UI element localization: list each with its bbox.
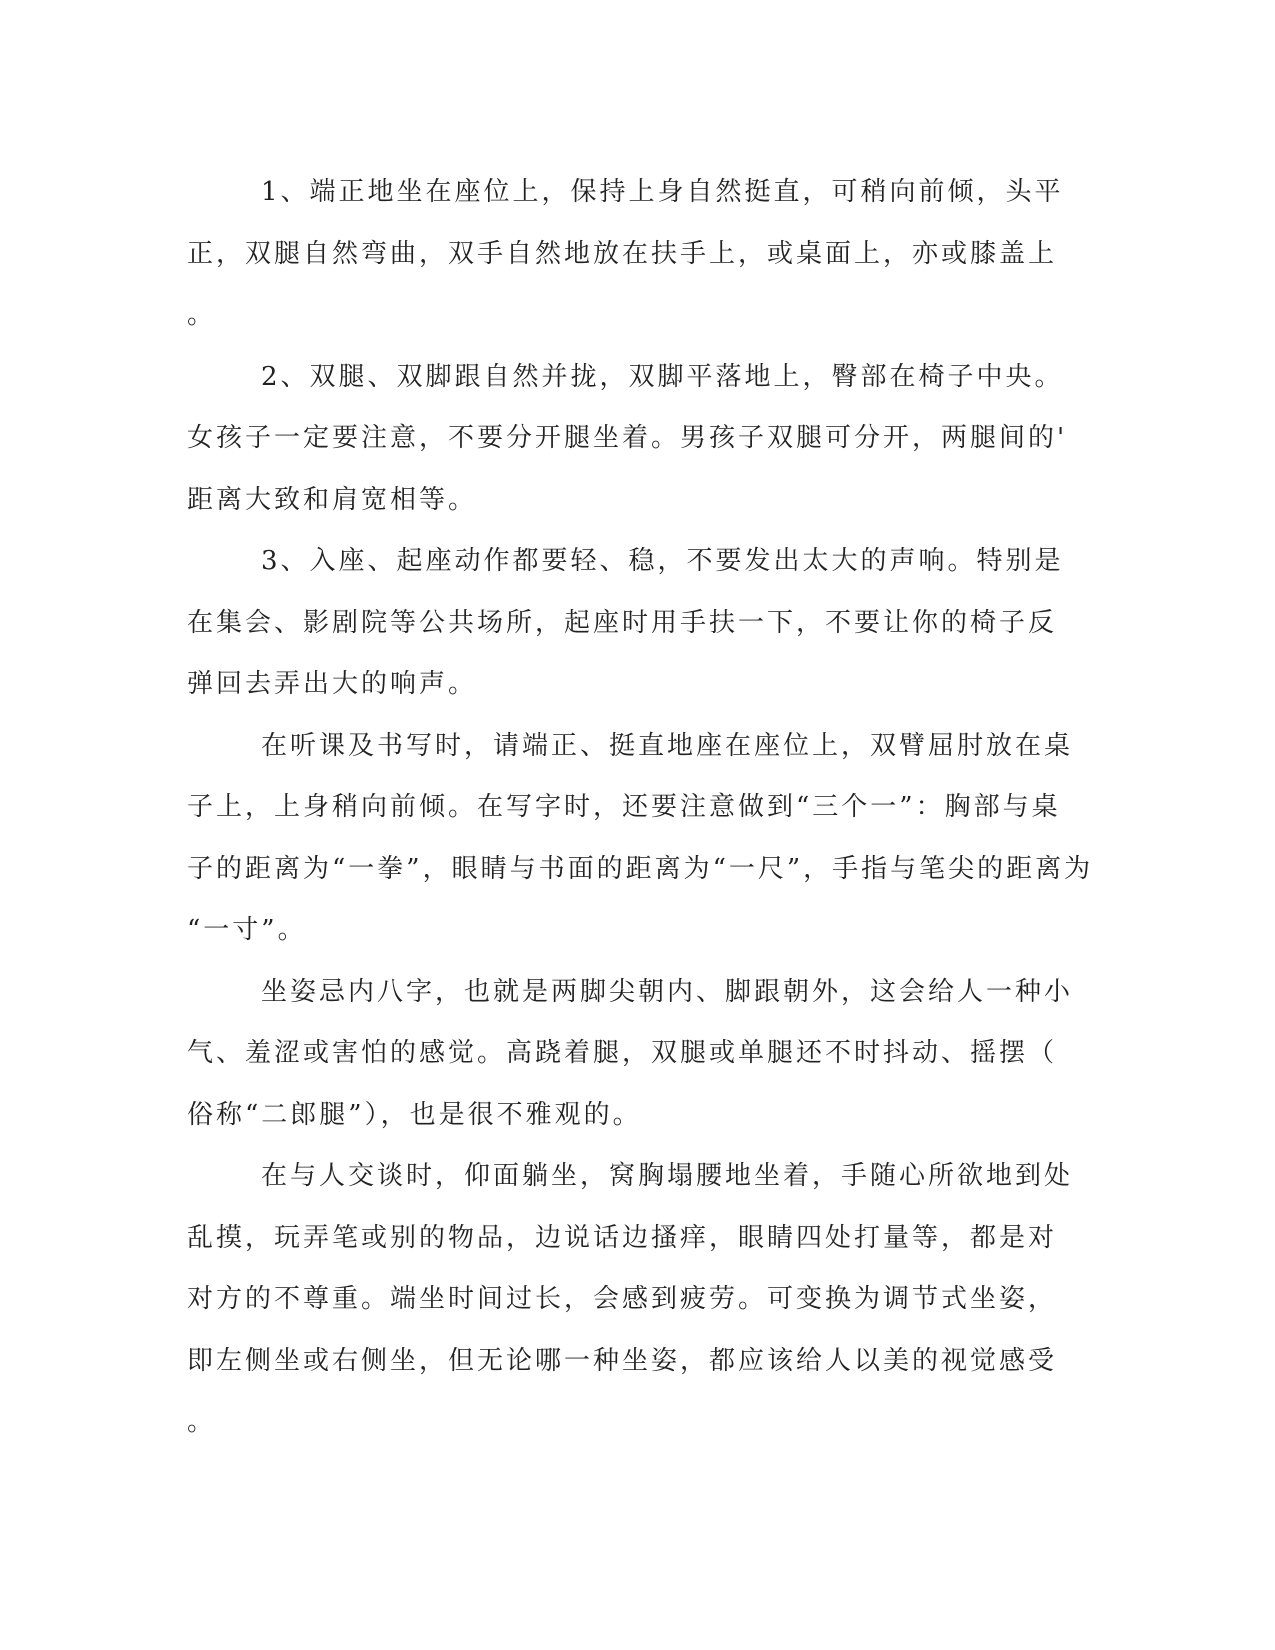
text-line: 在与人交谈时，仰面躺坐，窝胸塌腰地坐着，手随心所欲地到处: [261, 1161, 1074, 1191]
text-line: 女孩子一定要注意，不要分开腿坐着。男孩子双腿可分开，两腿间的': [187, 423, 1068, 453]
text-line: 2、双腿、双脚跟自然并拢，双脚平落地上，臀部在椅子中央。: [261, 361, 1064, 392]
text-line: 乱摸，玩弄笔或别的物品，边说话边搔痒，眼睛四处打量等，都是对: [187, 1222, 1058, 1253]
paragraph-4: [187, 716, 1094, 962]
text-line: 子上，上身稍向前倾。在写字时，还要注意做到“三个一”：胸部与桌: [187, 792, 1061, 822]
text-line: 正，双腿自然弯曲，双手自然地放在扶手上，或桌面上，亦或膝盖上: [187, 238, 1058, 269]
paragraph-1: [187, 162, 1067, 347]
text-line: 在听课及书写时，请端正、挺直地座在座位上，双臂屈肘放在桌: [261, 730, 1074, 761]
text-line: 坐姿忌内八字，也就是两脚尖朝内、脚跟朝外，这会给人一种小: [261, 976, 1074, 1007]
text-line: 。: [187, 1407, 217, 1437]
text-line: 即左侧坐或右侧坐，但无论哪一种坐姿，都应该给人以美的视觉感受: [187, 1345, 1058, 1376]
text-line: 对方的不尊重。端坐时间过长，会感到疲劳。可变换为调节式坐姿，: [187, 1284, 1058, 1314]
text-line: 子的距离为“一拳”，眼睛与书面的距离为“一尺”，手指与笔尖的距离为: [187, 853, 1094, 884]
paragraph-2: [187, 347, 1067, 532]
paragraph-6: [187, 1146, 1074, 1454]
text-line: 俗称“二郎腿”），也是很不雅观的。: [187, 1099, 642, 1130]
paragraph-3: [187, 531, 1067, 716]
paragraph-5: [187, 962, 1074, 1147]
text-line: “一寸”。: [187, 915, 307, 945]
text-line: 1、端正地坐在座位上，保持上身自然挺直，可稍向前倾，头平: [261, 177, 1064, 207]
text-line: 气、羞涩或害怕的感觉。高跷着腿，双腿或单腿还不时抖动、摇摆（: [187, 1038, 1058, 1068]
text-line: 。: [187, 300, 217, 330]
document-body: [187, 162, 1094, 1454]
text-line: 3、入座、起座动作都要轻、稳，不要发出太大的声响。特别是: [261, 546, 1064, 576]
text-line: 在集会、影剧院等公共场所，起座时用手扶一下，不要让你的椅子反: [187, 607, 1058, 638]
text-line: 距离大致和肩宽相等。: [187, 484, 478, 515]
text-line: 弹回去弄出大的响声。: [187, 669, 478, 699]
